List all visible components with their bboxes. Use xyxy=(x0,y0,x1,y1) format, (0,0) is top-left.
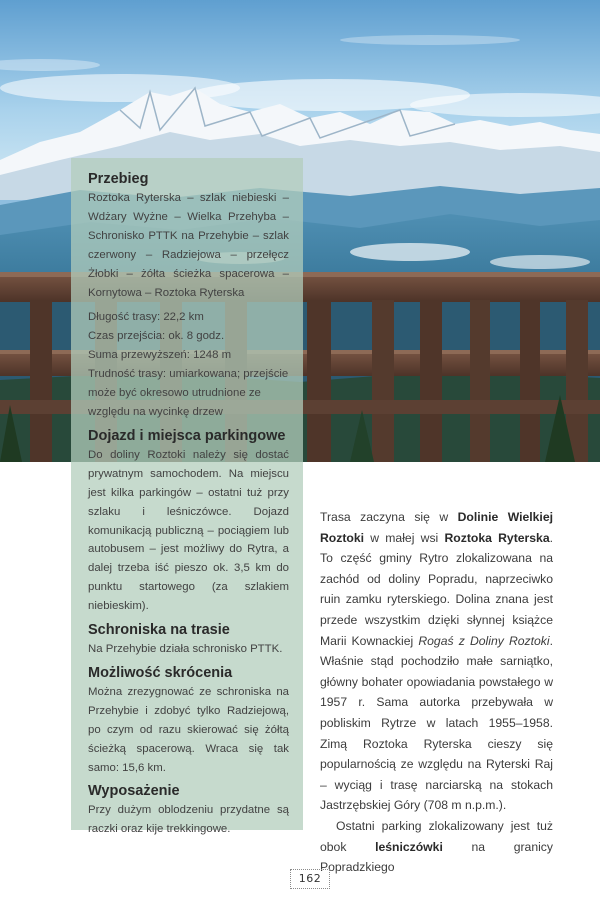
access-text: Do doliny Roztoki należy się dostać prywatnym samochodem. Na miejscu jest kilka parkingów – ostatni tuż przy szlaku i leśniczówce. Dojazd komunikacją publiczną – pociągiem lub autobusem – jest możliwy do Rytra, a dalej trzeba iść pieszo ok. 3,5 km do punktu startowego (za szlakiem niebieskim). xyxy=(88,448,289,613)
text-fragment: . To część gminy Rytro zlokalizowana na zachód od doliny Popradu, naprzeciwko ruin zamku ryterskiego. Dolina znana jest przede wszystkim dzięki słynnej książce Marii Kownackiej xyxy=(320,530,554,648)
route-info-panel xyxy=(71,158,303,836)
main-text-column xyxy=(320,507,553,878)
main-paragraph-1 xyxy=(320,507,553,816)
route-length: Długość trasy: 22,2 km xyxy=(88,311,204,324)
route-heading: Przebieg xyxy=(88,171,149,187)
bold-place-name: Dolinie Wielkiej Roztoki xyxy=(320,510,553,545)
shelters-heading: Schroniska na trasie xyxy=(88,622,230,639)
shortcut-text: Można zrezygnować ze schroniska na Przehybie i zdobyć tylko Radziejową, po czym od razu skierować się żółtą ścieżką spacerową. Wraca się tak samo: 15,6 km. xyxy=(88,685,289,774)
text-fragment: na granicy Popradzkiego xyxy=(320,839,553,875)
equipment-text: Przy dużym oblodzeniu przydatne są raczki oraz kije trekkingowe. xyxy=(88,804,289,836)
bold-place-name: leśniczówki xyxy=(375,839,443,854)
text-fragment: w małej wsi xyxy=(364,530,445,545)
bold-place-name: Roztoka Ryterska xyxy=(444,530,550,545)
route-difficulty: Trudność trasy: umiarkowana; przejście może być okresowo utrudnione ze względu na wycinkę drzew xyxy=(88,368,289,418)
equipment-heading: Wyposażenie xyxy=(88,783,180,800)
route-details xyxy=(88,308,289,421)
page-number: 162 xyxy=(290,869,330,889)
route-time: Czas przejścia: ok. 8 godz. xyxy=(88,330,225,343)
shelters-text: Na Przehybie działa schronisko PTTK. xyxy=(88,643,283,656)
main-paragraph-2 xyxy=(320,816,553,878)
route-elevation: Suma przewyższeń: 1248 m xyxy=(88,349,232,362)
text-fragment: . Właśnie stąd pochodziło małe sarniątko, główny bohater opowiadania powstałego w 1957 r. Sama autorka przebywała w pobliskim Rytrze w latach 1955–1958. Zimą Roztoka Ryterska cieszy się popularnością ze względu na Ryterski Raj – wyciąg i trasę narciarską na stokach Jastrzębskiej Góry (708 m n.p.m.). xyxy=(320,633,553,813)
shortcut-heading: Możliwość skrócenia xyxy=(88,664,233,681)
text-fragment: Ostatni parking zlokalizowany jest tuż obok xyxy=(320,818,553,854)
route-description: Roztoka Ryterska – szlak niebieski – Wdżary Wyżne – Wielka Przehyba – Schronisko PTTK na Przehybie – szlak czerwony – Radziejowa – przełęcz Żłobki – żółta ścieżka spacerowa – Kornytowa – Roztoka Ryterska xyxy=(88,192,289,299)
access-heading: Dojazd i miejsca parkingowe xyxy=(88,427,286,444)
text-fragment: Trasa zaczyna się w xyxy=(320,510,458,524)
book-title: Rogaś z Doliny Roztoki xyxy=(418,633,550,648)
